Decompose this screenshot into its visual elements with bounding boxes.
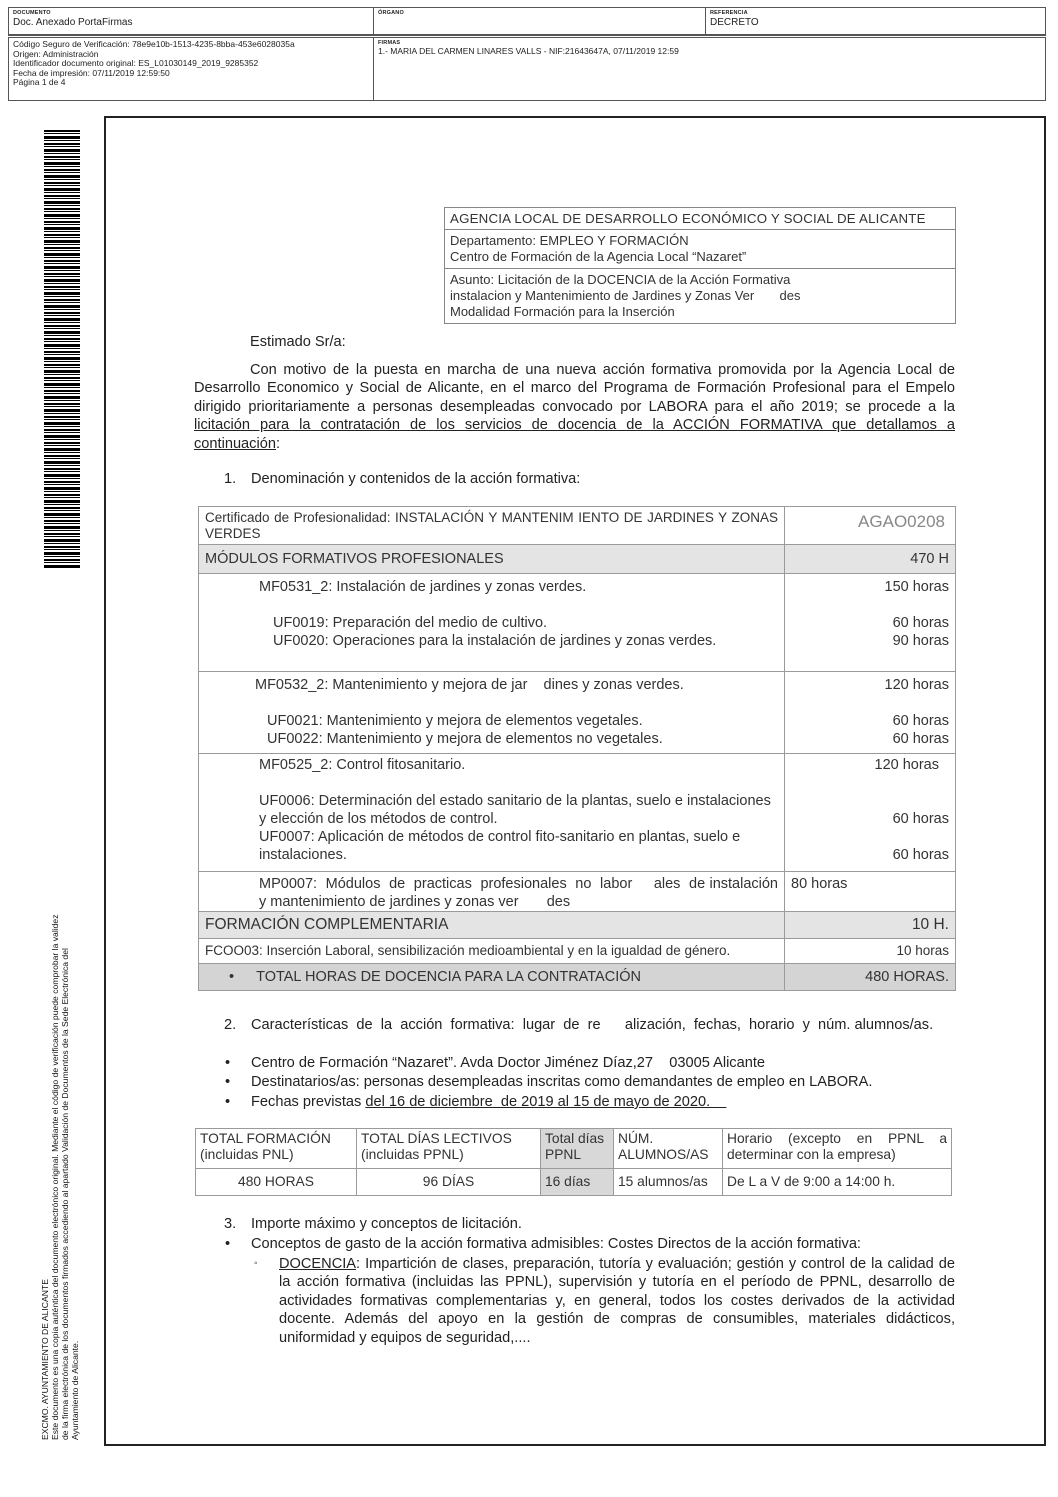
referencia-value: DECRETO <box>710 17 759 28</box>
certificate-code: AGAO0208 <box>785 507 956 545</box>
mf0525-hours: 120 horas <box>874 757 939 773</box>
bullet: • <box>225 1055 231 1071</box>
table-row <box>196 1129 952 1169</box>
teaching-costs-paragraph <box>279 1255 955 1347</box>
intro-underlined: licitación para la contratación de los servicios de docencia de la ACCIÓN FORMATIVA que detallamos a continuación <box>194 417 955 452</box>
section-2-number: 2. <box>224 1017 237 1033</box>
header-ppnl-days: Total días PPNL <box>541 1129 614 1169</box>
csv-code: Código Seguro de Verificación: 78e9e10b-1513-4235-8bba-453e6028035a <box>13 39 295 49</box>
planned-dates-value: del 16 de diciembre de 2019 al 15 de mayo de 2020. <box>365 1094 727 1110</box>
agency-title: AGENCIA LOCAL DE DESARROLLO ECONÓMICO Y SOCIAL DE ALICANTE <box>445 208 955 230</box>
firmas-label: FIRMAS <box>378 40 401 46</box>
value-schedule: De L a V de 9:00 a 14:00 h. <box>723 1169 952 1196</box>
mp0007-title: MP0007: Módulos de practicas profesionales no labor ales de instalación y mantenimiento de jardines y zonas ver des <box>199 872 785 912</box>
table-row <box>199 872 956 912</box>
training-center: Centro de Formación “Nazaret”. Avda Doctor Jiménez Díaz,27 03005 Alicante <box>251 1055 766 1071</box>
recipients: Destinatarios/as: personas desempleadas inscritas como demandantes de empleo en LABORA. <box>251 1074 873 1090</box>
header-total-days: TOTAL DÍAS LECTIVOS (incluidas PPNL) <box>357 1129 541 1169</box>
csv-cell <box>9 38 374 100</box>
header-schedule: Horario (excepto en PPNL a determinar con la empresa) <box>723 1129 952 1169</box>
value-ppnl-days: 16 días <box>541 1169 614 1196</box>
center-line: Centro de Formación de la Agencia Local “Nazaret” <box>450 249 747 264</box>
mp0007-hours: 80 horas <box>785 872 956 912</box>
total-label-cell <box>199 964 785 991</box>
mf0525-title: MF0525_2: Control fitosanitario. <box>259 757 466 773</box>
uf0020-hours: 90 horas <box>892 633 949 649</box>
header-num-students: NÚM. ALUMNOS/AS <box>614 1129 723 1169</box>
modules-hours: 470 H <box>785 545 956 574</box>
csv-print-date: Fecha de impresión: 07/11/2019 12:59:50 <box>13 67 170 78</box>
mf0531-title: MF0531_2: Instalación de jardines y zonas verdes. <box>259 579 587 595</box>
table-row <box>199 507 956 545</box>
greeting: Estimado Sr/a: <box>250 334 346 350</box>
documento-value: Doc. Anexado PortaFirmas <box>13 17 133 28</box>
table-row <box>196 1169 952 1196</box>
modules-label: MÓDULOS FORMATIVOS PROFESIONALES <box>199 545 785 574</box>
subject-block <box>445 269 955 323</box>
department-line: Departamento: EMPLEO Y FORMACIÓN <box>450 233 689 248</box>
sub-bullet: ◦ <box>254 1258 258 1269</box>
section-3-number: 3. <box>224 1216 237 1232</box>
table-row <box>199 912 956 939</box>
department-block <box>445 230 955 269</box>
uf0020: UF0020: Operaciones para la instalación de jardines y zonas verdes. <box>273 633 717 649</box>
total-bullet: • <box>229 969 235 985</box>
uf0019-hours: 60 horas <box>892 615 949 631</box>
uf0022: UF0022: Mantenimiento y mejora de elementos no vegetales. <box>267 731 663 747</box>
header-total-training: TOTAL FORMACIÓN (incluidas PNL) <box>196 1129 357 1169</box>
bullet: • <box>225 1236 231 1252</box>
side-line-2: Este documento es una copia auténtica del documento electrónico original. Mediante el código de verificación puede comprobar la validez <box>50 914 60 1440</box>
table-row <box>199 672 956 754</box>
uf0007-hours: 60 horas <box>892 847 949 863</box>
mf0531-cell <box>199 574 785 672</box>
agency-box <box>444 207 956 324</box>
intro-paragraph <box>194 361 955 453</box>
subject-line-1: Asunto: Licitación de la DOCENCIA de la Acción Formativa <box>450 272 791 287</box>
firmas-cell <box>374 38 1045 100</box>
table-row <box>199 939 956 964</box>
table-row <box>199 964 956 991</box>
documento-cell <box>9 8 374 34</box>
uf0021-hours: 60 horas <box>892 713 949 729</box>
organo-label: ÓRGANO <box>378 10 404 16</box>
document-header <box>8 7 1046 36</box>
verification-barcode <box>44 130 80 568</box>
section-1-title: Denominación y contenidos de la acción formativa: <box>251 471 581 487</box>
complementary-label: FORMACIÓN COMPLEMENTARIA <box>199 912 785 939</box>
schedule-table <box>195 1128 952 1196</box>
total-label: TOTAL HORAS DE DOCENCIA PARA LA CONTRATACIÓN <box>256 969 641 985</box>
total-hours: 480 HORAS. <box>785 964 956 991</box>
planned-dates-label: Fechas previstas <box>251 1094 366 1110</box>
mf0525-hours-cell <box>785 754 956 872</box>
mf0532-hours: 120 horas <box>884 677 949 693</box>
cost-concepts: Conceptos de gasto de la acción formativa admisibles: Costes Directos de la acción formativa: <box>251 1236 861 1252</box>
side-legal-text <box>40 780 80 1440</box>
uf0022-hours: 60 horas <box>892 731 949 747</box>
bullet: • <box>225 1074 231 1090</box>
csv-page: Página 1 de 4 <box>13 77 66 88</box>
organo-cell <box>374 8 706 34</box>
csv-origin: Origen: Administración <box>13 48 99 59</box>
side-line-4: Ayuntamiento de Alicante. <box>70 1340 80 1440</box>
uf0006-hours: 60 horas <box>892 811 949 827</box>
teaching-text: : Impartición de clases, preparación, tutoría y evaluación; gestión y control de la calidad de la acción formativa (incluidas las PPNL), supervisión y tutoría en el período de PPNL, desarrollo de actividades formativas complementarias y, en general, todos los costes derivados de la actividad docente. Además del apoyo en la gestión de compras de consumibles, materiales didácticos, uniformidad y equipos de seguridad,.... <box>279 1256 955 1346</box>
section-3-title: Importe máximo y conceptos de licitación. <box>251 1216 522 1232</box>
firmas-value: 1.- MARIA DEL CARMEN LINARES VALLS - NIF:21643647A, 07/11/2019 12:59 <box>378 46 679 56</box>
teaching-label: DOCENCIA <box>279 1256 357 1272</box>
course-table <box>198 506 956 991</box>
csv-identifier: Identificador documento original: ES_L01030149_2019_9285352 <box>13 58 259 69</box>
referencia-label: REFERENCIA <box>710 10 748 16</box>
verification-header <box>8 37 1046 101</box>
value-total-days: 96 DÍAS <box>357 1169 541 1196</box>
mf0531-hours-cell <box>785 574 956 672</box>
fco003-text: FCOO03: Inserción Laboral, sensibilización medioambiental y en la igualdad de género. <box>199 939 785 964</box>
mf0525-cell <box>199 754 785 872</box>
uf0021: UF0021: Mantenimiento y mejora de elementos vegetales. <box>267 713 643 729</box>
uf0007: UF0007: Aplicación de métodos de control fito-sanitario en plantas, suelo e instalaciones. <box>259 829 741 863</box>
uf0006: UF0006: Determinación del estado sanitario de la plantas, suelo e instalaciones y elección de los métodos de control. <box>259 793 771 827</box>
mf0531-hours: 150 horas <box>884 579 949 595</box>
table-row <box>199 574 956 672</box>
fco003-hours: 10 horas <box>785 939 956 964</box>
intro-end: : <box>275 435 281 452</box>
mf0532-title: MF0532_2: Mantenimiento y mejora de jar dines y zonas verdes. <box>255 677 684 693</box>
certificate-text: Certificado de Profesionalidad: INSTALACIÓN Y MANTENIM IENTO DE JARDINES Y ZONAS VERDES <box>199 507 785 545</box>
uf0019: UF0019: Preparación del medio de cultivo. <box>273 615 548 631</box>
table-row <box>199 754 956 872</box>
mf0532-hours-cell <box>785 672 956 754</box>
planned-dates <box>251 1093 726 1111</box>
section-1-number: 1. <box>224 471 237 487</box>
subject-line-2: instalacion y Mantenimiento de Jardines y Zonas Ver des <box>450 288 801 303</box>
table-row <box>199 545 956 574</box>
complementary-hours: 10 H. <box>785 912 956 939</box>
subject-line-3: Modalidad Formación para la Inserción <box>450 304 675 319</box>
bullet: • <box>225 1094 231 1110</box>
side-line-1: EXCMO. AYUNTAMIENTO DE ALICANTE <box>40 1279 50 1440</box>
documento-label: DOCUMENTO <box>13 10 51 16</box>
intro-text: Con motivo de la puesta en marcha de una nueva acción formativa promovida por la Agencia Local de Desarrollo Economico y Social de Alicante, en el marco del Programa de Formación Profesional para el Empelo dirigido prioritariamente a personas desempleadas convocado por LABORA para el año 2019; se procede a la <box>194 362 955 415</box>
section-2-title: Características de la acción formativa: lugar de re alización, fechas, horario y núm. alumnos/as. <box>251 1017 934 1033</box>
side-line-3: de la firma electrónica de los documentos firmados accediendo al apartado Validación de Documentos de la Sede Electrónica del <box>60 948 70 1440</box>
value-num-students: 15 alumnos/as <box>614 1169 723 1196</box>
referencia-cell <box>706 8 1045 34</box>
mf0532-cell <box>199 672 785 754</box>
value-total-training: 480 HORAS <box>196 1169 357 1196</box>
